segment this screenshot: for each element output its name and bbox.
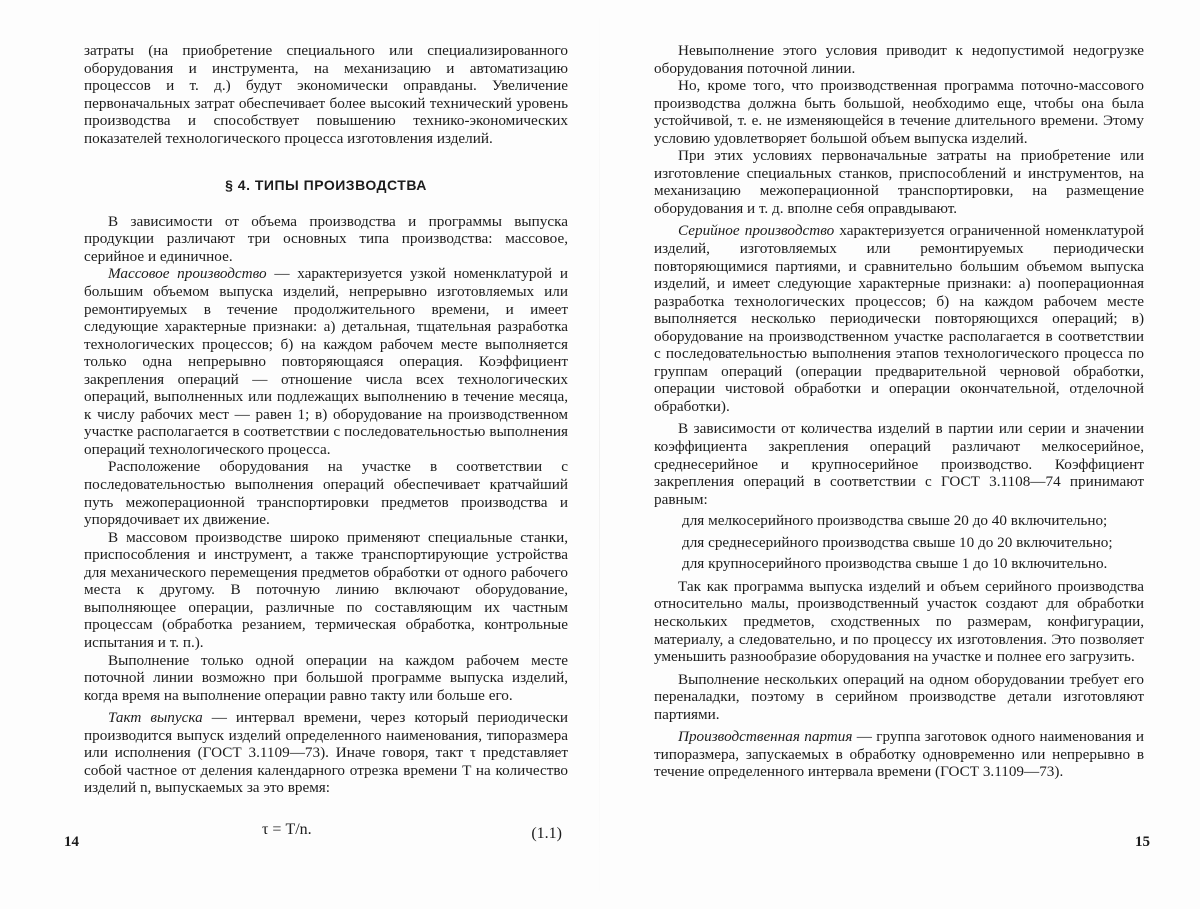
list-item-small-batch: для мелкосерийного производства свыше 20 до 40 включительно; — [682, 512, 1108, 530]
term-production-batch: Производственная партия — [678, 728, 853, 746]
left-column — [84, 42, 568, 855]
left-page — [64, 0, 569, 909]
page-number-left: 14 — [64, 834, 79, 850]
formula-1-1 — [84, 815, 568, 855]
paragraph-condition: Невыполнение этого условия приводит к недопустимой недогрузке оборудования поточной линии. — [654, 42, 1144, 77]
paragraph-production-batch — [654, 728, 1144, 781]
paragraph-takt — [84, 709, 568, 797]
list-item-large-batch: для крупносерийного производства свыше 1 до 10 включительно. — [682, 555, 1108, 573]
paragraph-stable-program: Но, кроме того, что производственная программа поточно-массового производства должна быть большой, необходимо еще, чтобы она была устойчивой, т. е. не изменяющейся в течение длительного времени. Этому условию удовлетворяет большой объем выпуска изделий. — [654, 77, 1144, 147]
paragraph-one-operation: Выполнение только одной операции на каждом рабочем месте поточной линии возможно при большой программе выпуска изделий, когда время на выполнение операции равно такту или больше его. — [84, 651, 568, 704]
term-mass-production: Массовое производство — [108, 265, 267, 283]
formula-expression: τ = T/n. — [262, 820, 312, 838]
serial-production-definition: характеризуется ограниченной номенклатурой изделий, изготовляемых или ремонтируемых периодически повторяющимися партиями, и сравнительно большим объемом выпуска изделий, и имеет следующие характерные признаки: а) пооперационная разработка технологических процессов; б) на каждом рабочем месте выполняется несколько периодически повторяющихся операций; в) оборудование на производственном участке располагается в соответствии с последовательностью выполнения этапов технологического процесса по группам операций (операции предварительной черновой обработки, операции чистовой обработки и операции окончательной, отделочной обработки). — [654, 222, 1144, 415]
page-fold — [599, 0, 600, 909]
paragraph-mass-production — [84, 265, 568, 458]
right-column — [654, 42, 1144, 781]
right-page — [654, 0, 1150, 909]
paragraph-serial-production — [654, 222, 1144, 415]
term-serial-production: Серийное производство — [678, 222, 835, 240]
paragraph-serial-types: В зависимости от количества изделий в партии или серии и значении коэффициента закрепления операций различают мелкосерийное, среднесерийное и крупносерийное производство. Коэффициент закрепления операций в соответствии с ГОСТ 3.1108—74 принимают равным: — [654, 420, 1144, 508]
page-number-right: 15 — [1135, 834, 1150, 850]
paragraph-mass-machines: В массовом производстве широко применяют специальные станки, приспособления и инструмент, а также транспортирующие устройства для механического перемещения предметов обработки от одного рабочего места к другому. В поточную линию включают оборудование, выполняющее операции, различные по составляющим их частным процессам (обработка резанием, термическая обработка, контрольные испытания и т. п.). — [84, 528, 568, 651]
section-title: § 4. ТИПЫ ПРОИЗВОДСТВА — [225, 177, 427, 194]
paragraph-readjustment: Выполнение нескольких операций на одном оборудовании требует его переналадки, поэтому в серийном производстве детали изготовляют партиями. — [654, 670, 1144, 723]
list-item-medium-batch: для среднесерийного производства свыше 10 до 20 включительно; — [682, 533, 1113, 551]
paragraph-program-small: Так как программа выпуска изделий и объем серийного производства относительно малы, производственный участок создают для обработки нескольких предметов, сходственных по размерам, конфигурации, материалу, а следовательно, и по процессу их изготовления. Это позволяет уменьшить разнообразие оборудования на участке и полнее его загрузить. — [654, 577, 1144, 666]
formula-number: (1.1) — [531, 824, 562, 842]
mass-production-definition: — характеризуется узкой номенклатурой и большим объемом выпуска изделий, непрерывно изготовляемых или ремонтируемых в течение продолжительного времени, и имеет следующие характерные признаки: а) детальная, тщательная разработка технологических процессов; б) на каждом рабочем месте выполняется только одна непрерывно повторяющаяся операция. Коэффициент закрепления операций — отношение числа всех технологических операций, выполненных или подлежащих выполнению в течение месяца, к числу рабочих мест — равен 1; в) оборудование на производственном участке располагается в соответствии с последовательностью выполнения операций технологического процесса. — [84, 265, 568, 458]
takt-definition: — интервал времени, через который периодически производится выпуск изделий определенного наименования, типоразмера или исполнения (ГОСТ 3.1109—73). Иначе говоря, такт τ представляет собой частное от деления календарного отрезка времени T на количество изделий n, выпускаемых за это время: — [84, 709, 569, 797]
paragraph-initial-costs: При этих условиях первоначальные затраты на приобретение или изготовление специальных станков, приспособлений и инструментов, на механизацию межоперационной транспортировки, на размещение оборудования и т. д. вполне себя оправдывают. — [654, 147, 1144, 217]
paragraph-intro: В зависимости от объема производства и программы выпуска продукции различают три основных типа производства: массовое, серийное и единичное. — [84, 212, 568, 265]
production-batch-definition: — группа заготовок одного наименования и типоразмера, запускаемых в обработку одновременно или непрерывно в течение определенного интервала времени (ГОСТ 3.1109—73). — [654, 728, 1144, 781]
paragraph-costs: затраты (на приобретение специального или специализированного оборудования и инструмента, на механизацию и автоматизацию процессов и т. д.) будут экономически оправданы. Увеличение первоначальных затрат обеспечивает более высокий технический уровень производства и способствует повышению технико-экономических показателей технологического процесса изготовления изделий. — [84, 42, 568, 147]
paragraph-layout: Расположение оборудования на участке в соответствии с последовательностью выполнения операций обеспечивает кратчайший путь межоперационной транспортировки предметов производства и упорядочивает их движение. — [84, 458, 568, 529]
term-takt: Такт выпуска — [108, 709, 203, 727]
